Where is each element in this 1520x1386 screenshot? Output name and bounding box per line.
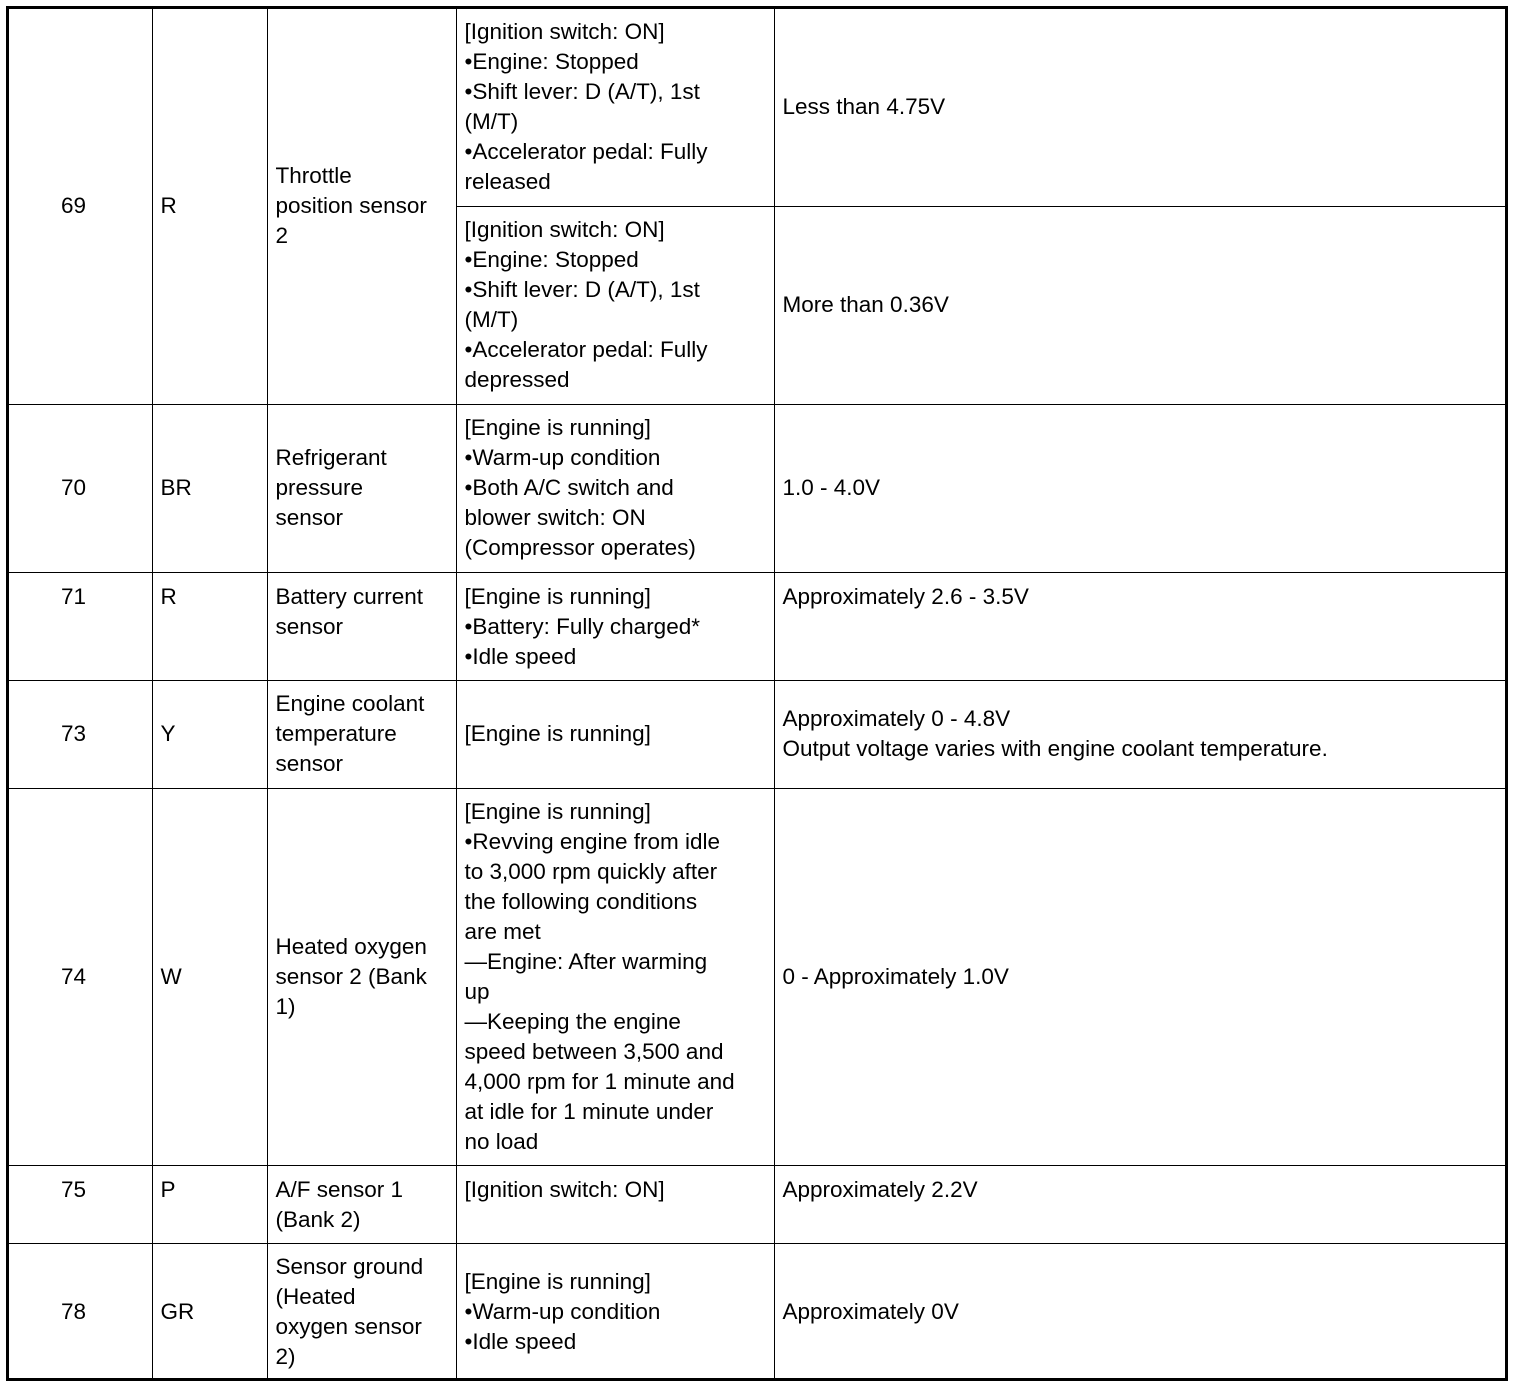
wire-color: W: [152, 788, 267, 1165]
condition-cell: [Engine is running] •Battery: Fully charged* •Idle speed: [456, 572, 774, 680]
condition-cell: [Ignition switch: ON] •Engine: Stopped •Shift lever: D (A/T), 1st (M/T) •Accelerator pedal: Fully depressed: [456, 206, 774, 404]
item-description: A/F sensor 1 (Bank 2): [267, 1165, 456, 1243]
item-description: Refrigerant pressure sensor: [267, 404, 456, 572]
data-value-cell: Approximately 0V: [774, 1243, 1506, 1381]
ecm-terminal-table: [8, 8, 1506, 1381]
condition-cell: [Ignition switch: ON]: [456, 1165, 774, 1243]
data-value-cell: More than 0.36V: [774, 206, 1506, 404]
table-row: [8, 680, 1506, 788]
table-row: [8, 404, 1506, 572]
wire-color: BR: [152, 404, 267, 572]
terminal-number: 78: [8, 1243, 152, 1381]
data-value-cell: Approximately 0 - 4.8V Output voltage varies with engine coolant temperature.: [774, 680, 1506, 788]
table-row: [8, 572, 1506, 680]
condition-cell: [Ignition switch: ON] •Engine: Stopped •Shift lever: D (A/T), 1st (M/T) •Accelerator pedal: Fully released: [456, 8, 774, 206]
data-value-cell: Approximately 2.6 - 3.5V: [774, 572, 1506, 680]
condition-cell: [Engine is running]: [456, 680, 774, 788]
data-value-cell: Approximately 2.2V: [774, 1165, 1506, 1243]
item-description: Heated oxygen sensor 2 (Bank 1): [267, 788, 456, 1165]
data-value-cell: Less than 4.75V: [774, 8, 1506, 206]
terminal-number: 75: [8, 1165, 152, 1243]
table-row: [8, 8, 1506, 206]
table-row: [8, 1243, 1506, 1381]
wire-color: GR: [152, 1243, 267, 1381]
item-description: Battery current sensor: [267, 572, 456, 680]
terminal-number: 74: [8, 788, 152, 1165]
terminal-number: 71: [8, 572, 152, 680]
condition-cell: [Engine is running] •Warm-up condition •Both A/C switch and blower switch: ON (Compressor operates): [456, 404, 774, 572]
item-description: Throttle position sensor 2: [267, 8, 456, 404]
item-description: Engine coolant temperature sensor: [267, 680, 456, 788]
condition-cell: [Engine is running] •Revving engine from idle to 3,000 rpm quickly after the following conditions are met —Engine: After warming up —Keeping the engine speed between 3,500 and 4,000 rpm for 1 minute and at idle for 1 minute under no load: [456, 788, 774, 1165]
condition-cell: [Engine is running] •Warm-up condition •Idle speed: [456, 1243, 774, 1381]
wire-color: Y: [152, 680, 267, 788]
table-row: [8, 1165, 1506, 1243]
wire-color: R: [152, 8, 267, 404]
table-row: [8, 788, 1506, 1165]
wire-color: P: [152, 1165, 267, 1243]
data-value-cell: 1.0 - 4.0V: [774, 404, 1506, 572]
item-description: Sensor ground (Heated oxygen sensor 2): [267, 1243, 456, 1381]
wire-color: R: [152, 572, 267, 680]
terminal-number: 73: [8, 680, 152, 788]
terminal-number: 70: [8, 404, 152, 572]
data-value-cell: 0 - Approximately 1.0V: [774, 788, 1506, 1165]
terminal-number: 69: [8, 8, 152, 404]
